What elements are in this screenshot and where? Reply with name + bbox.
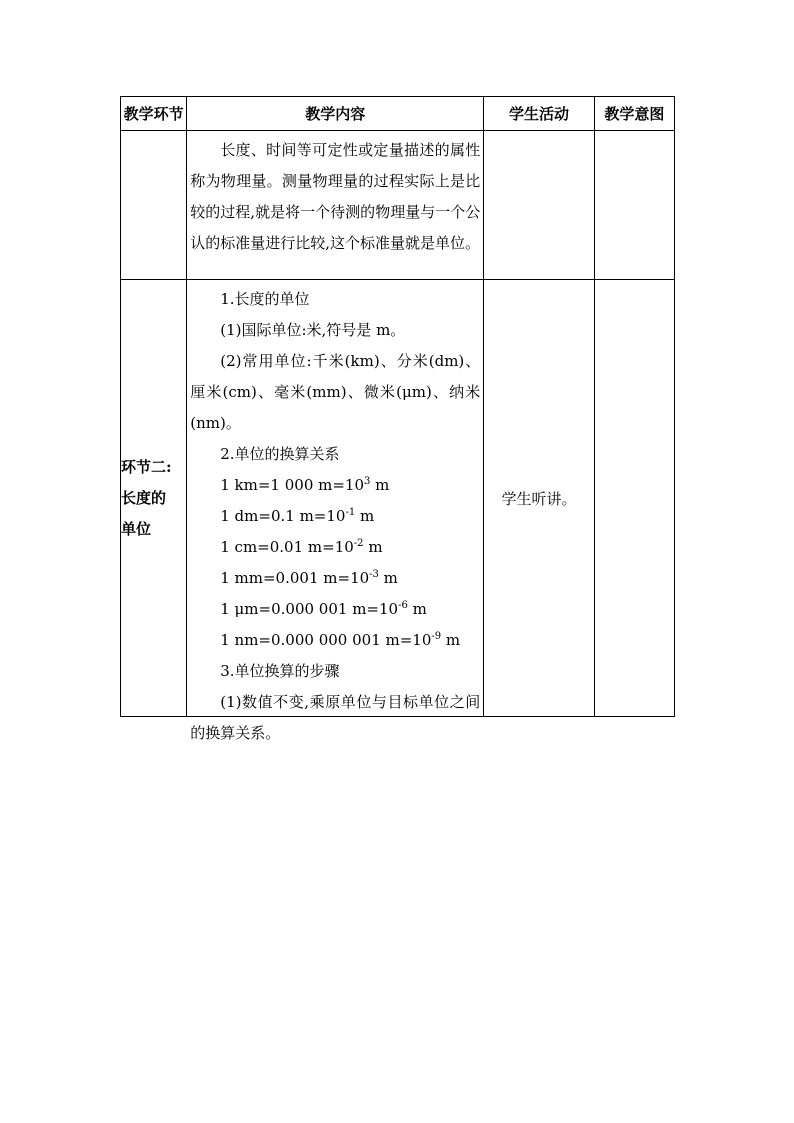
stage-line: 环节二: xyxy=(121,457,172,476)
content-line: (1)数值不变,乘原单位与目标单位之间的换算关系。 xyxy=(190,693,481,742)
content-line: (2)常用单位:千米(km)、分米(dm)、厘米(cm)、毫米(mm)、微米(μm)、纳米(nm)。 xyxy=(190,352,481,432)
activity-cell: 学生听讲。 xyxy=(484,280,594,717)
content-line: (1)国际单位:米,符号是 m。 xyxy=(220,321,406,339)
table-row xyxy=(121,131,675,280)
activity-cell xyxy=(484,131,594,280)
header-content: 教学内容 xyxy=(187,97,484,131)
stage-cell xyxy=(121,280,187,717)
stage-cell xyxy=(121,131,187,280)
content-cell xyxy=(187,280,484,742)
conversion-line: 1 nm=0.000 000 001 $m=10^{-9}$ m xyxy=(220,631,461,649)
content-cell xyxy=(187,131,484,280)
conversion-line: 1 mm=0.001 $m=10^{-3}$ m xyxy=(220,569,398,587)
content-paragraph: 长度、时间等可定性或定量描述的属性称为物理量。测量物理量的过程实际上是比较的过程,就是将一个待测的物理量与一个公认的标准量进行比较,这个标准量就是单位。 xyxy=(190,141,481,252)
conversion-line: 1 dm=0.1 $m=10^{-1}$ m xyxy=(220,507,375,525)
conversion-line: 1 cm=0.01 $m=10^{-2}$ m xyxy=(220,538,383,556)
header-stage: 教学环节 xyxy=(121,97,187,131)
table-row xyxy=(121,280,675,717)
stage-line: 长度的 xyxy=(121,488,167,507)
header-activity: 学生活动 xyxy=(484,97,594,131)
stage-line: 单位 xyxy=(121,519,152,538)
content-line: 1.长度的单位 xyxy=(220,290,310,308)
header-intent: 教学意图 xyxy=(594,97,674,131)
header-row xyxy=(121,97,675,131)
content-line: 3.单位换算的步骤 xyxy=(220,662,340,680)
conversion-line: 1 μm=0.000 001 $m=10^{-6}$ m xyxy=(220,600,427,618)
lesson-plan-table xyxy=(120,96,675,742)
intent-cell xyxy=(594,280,674,717)
intent-cell xyxy=(594,131,674,280)
conversion-line: 1 km=1 000 $m=10^3$ m xyxy=(220,476,390,494)
content-line: 2.单位的换算关系 xyxy=(220,445,340,463)
